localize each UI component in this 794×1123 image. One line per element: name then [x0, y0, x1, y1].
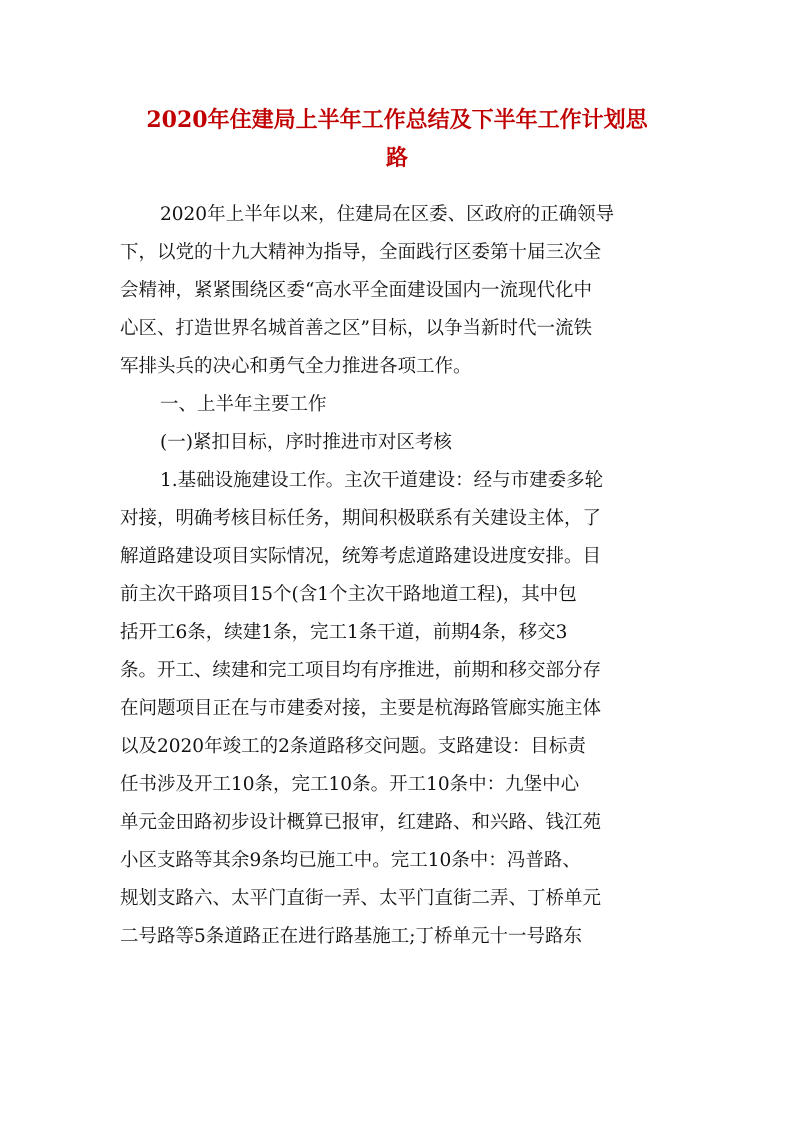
section-heading: 一、上半年主要工作	[160, 394, 327, 415]
body-line: 二号路等5条道路正在进行路基施工;丁桥单元十一号路东	[120, 926, 583, 947]
body-line: 在问题项目正在与市建委对接，主要是杭海路管廊实施主体	[120, 698, 602, 719]
body-line: 条。开工、续建和完工项目均有序推进，前期和移交部分存	[120, 660, 602, 681]
body-line: 解道路建设项目实际情况，统筹考虑道路建设进度安排。目	[120, 546, 602, 567]
body-line: 下，以党的十九大精神为指导，全面践行区委第十届三次全	[120, 242, 602, 263]
body-line: 规划支路六、太平门直街一弄、太平门直街二弄、丁桥单元	[120, 888, 602, 909]
document-title-line-2: 路	[385, 145, 408, 171]
body-line: 会精神，紧紧围绕区委“高水平全面建设国内一流现代化中	[120, 280, 592, 301]
body-line: 2020年上半年以来，住建局在区委、区政府的正确领导	[160, 204, 615, 225]
body-line: 括开工6条，续建1条，完工1条干道，前期4条，移交3	[120, 622, 568, 643]
subsection-heading: (一)紧扣目标，序时推进市对区考核	[160, 432, 452, 453]
body-line: 小区支路等其余9条均已施工中。完工10条中：冯普路、	[120, 850, 581, 871]
body-line: 以及2020年竣工的2条道路移交问题。支路建设：目标责	[120, 736, 586, 757]
body-line: 单元金田路初步设计概算已报审，红建路、和兴路、钱江苑	[120, 812, 602, 833]
document-title-line-1: 2020年住建局上半年工作总结及下半年工作计划思	[146, 107, 648, 133]
body-line: 心区、打造世界名城首善之区”目标，以争当新时代一流铁	[120, 318, 592, 339]
body-line: 军排头兵的决心和勇气全力推进各项工作。	[120, 356, 472, 377]
body-line: 1.基础设施建设工作。主次干道建设：经与市建委多轮	[160, 470, 604, 491]
body-line: 任书涉及开工10条，完工10条。开工10条中：九堡中心	[120, 774, 580, 795]
body-line: 对接，明确考核目标任务，期间积极联系有关建设主体，了	[120, 508, 602, 529]
body-line: 前主次干路项目15个(含1个主次干路地道工程)，其中包	[120, 584, 577, 605]
